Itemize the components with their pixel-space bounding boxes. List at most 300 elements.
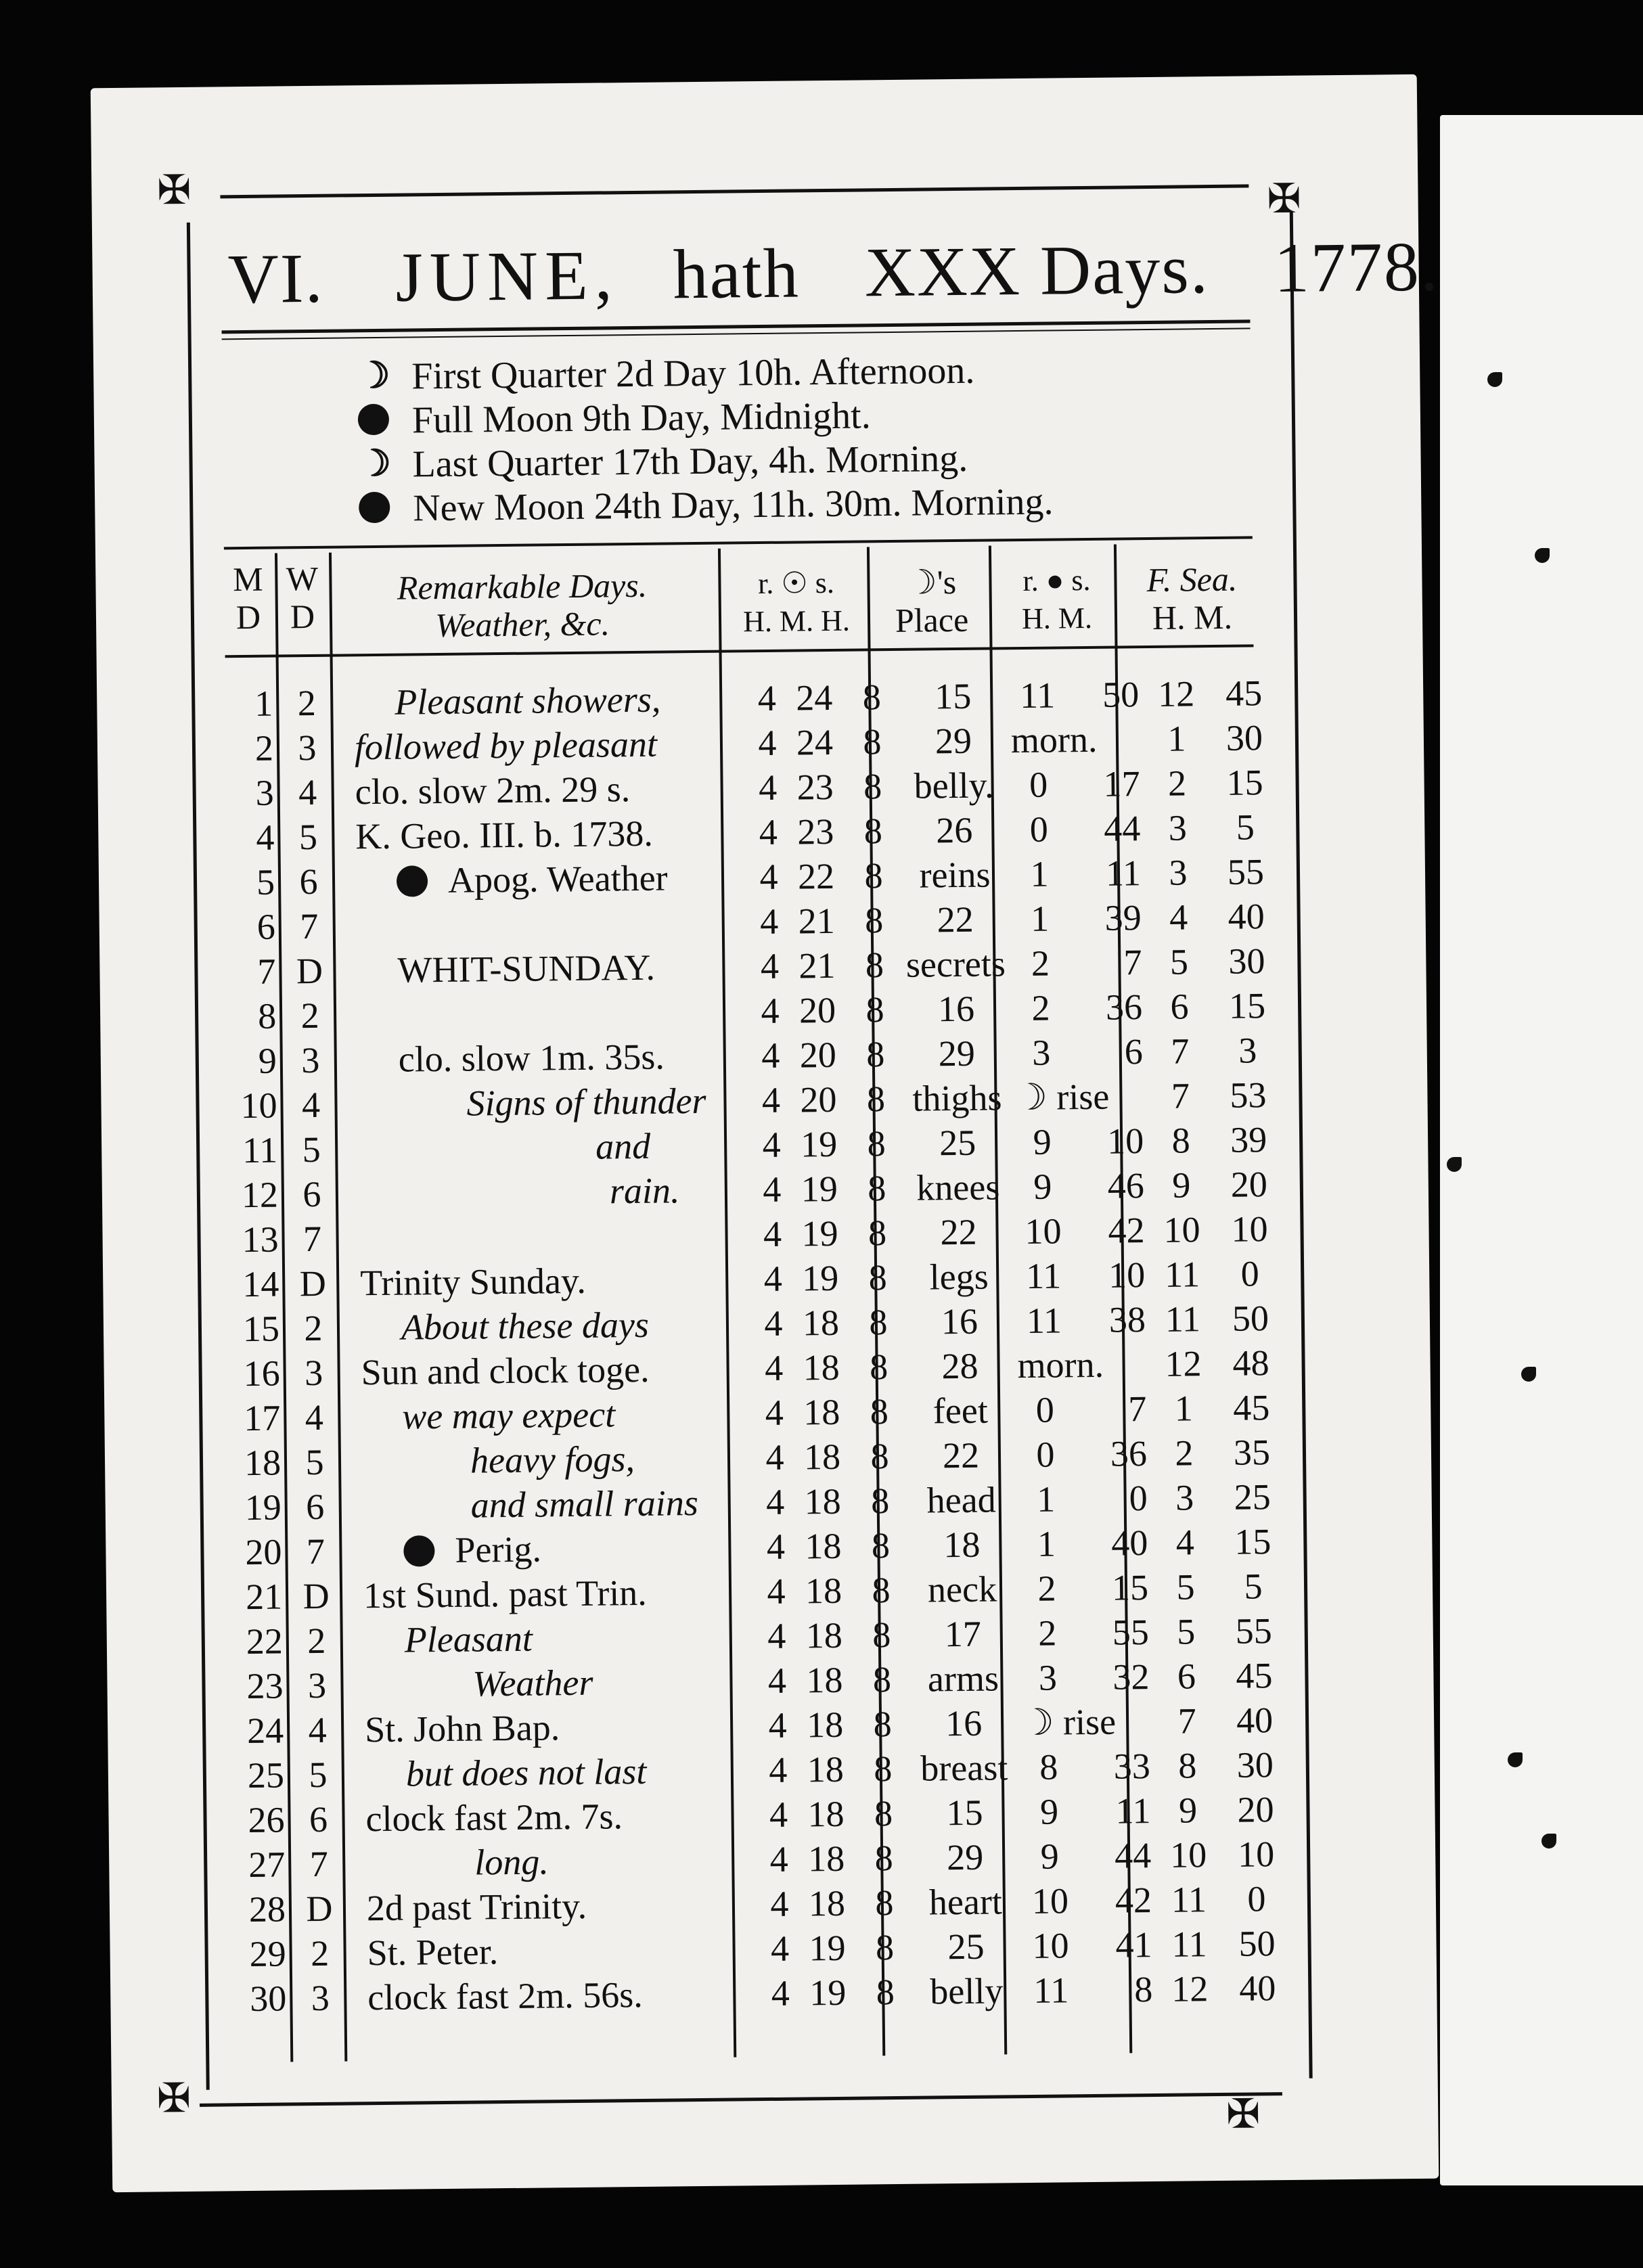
sea-minute: 0 — [1247, 1878, 1266, 1920]
moon-place: 28 — [941, 1345, 978, 1387]
sunrise-hour: 4 — [771, 1972, 790, 2014]
remarkable-days: but does not last — [405, 1750, 647, 1794]
sunrise-hour: 4 — [759, 856, 778, 898]
day-of-week: 3 — [301, 1039, 320, 1081]
day-of-week: 6 — [299, 861, 318, 903]
sea-minute: 0 — [1240, 1253, 1260, 1294]
sunrise-minute: 19 — [809, 1927, 846, 1969]
sunset-hour: 8 — [868, 1257, 888, 1298]
day-of-month: 27 — [248, 1844, 286, 1886]
sea-minute: 50 — [1238, 1923, 1276, 1964]
moon-minute: 8 — [1133, 1969, 1153, 2010]
sea-minute: 5 — [1244, 1566, 1263, 1607]
remarkable-days — [359, 1212, 746, 1260]
sea-hour: 9 — [1172, 1164, 1191, 1206]
moon-hour: morn. — [1017, 1344, 1104, 1386]
moon-place: 16 — [945, 1702, 983, 1744]
moon-hour: 1 — [1030, 853, 1049, 894]
sunrise-minute: 18 — [803, 1346, 840, 1388]
day-of-week: 2 — [310, 1932, 330, 1974]
sea-hour: 4 — [1175, 1522, 1195, 1563]
sea-minute: 25 — [1234, 1476, 1271, 1518]
remarkable-days: clock fast 2m. 7s. — [365, 1796, 623, 1840]
day-of-month: 18 — [244, 1442, 282, 1484]
sunset-hour: 8 — [873, 1704, 892, 1745]
sunset-hour: 8 — [863, 721, 882, 763]
sea-hour: 6 — [1177, 1656, 1196, 1697]
day-of-week: 7 — [309, 1843, 329, 1885]
moon-minute: 55 — [1112, 1612, 1150, 1653]
sea-minute: 55 — [1235, 1610, 1273, 1652]
day-of-month: 14 — [242, 1263, 279, 1305]
ink-mark — [1508, 1752, 1523, 1767]
sea-hour: 5 — [1176, 1611, 1196, 1652]
moon-place: 18 — [943, 1524, 981, 1566]
title-hath: hath — [673, 234, 801, 314]
remarkable-days: clo. slow 2m. 29 s. — [355, 769, 631, 813]
sea-hour: 2 — [1167, 763, 1187, 804]
moon-hour: 11 — [1026, 1300, 1062, 1341]
sunset-hour: 8 — [867, 1123, 886, 1164]
sunrise-hour: 4 — [766, 1526, 786, 1568]
moon-hour: 0 — [1029, 809, 1049, 850]
day-of-month: 7 — [257, 951, 276, 992]
sea-minute: 5 — [1236, 807, 1255, 848]
sea-minute: 45 — [1236, 1655, 1273, 1696]
moon-place: 15 — [934, 675, 972, 717]
sunrise-minute: 24 — [795, 677, 833, 719]
sea-minute: 55 — [1227, 851, 1265, 892]
sunrise-hour: 4 — [758, 722, 777, 764]
sunset-hour: 8 — [864, 900, 884, 941]
moon-hour: 9 — [1033, 1166, 1052, 1207]
moon-minute: 0 — [1129, 1478, 1148, 1519]
sunrise-hour: 4 — [764, 1347, 784, 1389]
sunset-hour: 8 — [876, 1972, 895, 2013]
sea-hour: 11 — [1164, 1254, 1200, 1295]
phase-last-quarter: ☽ Last Quarter 17th Day, 4h. Morning. — [358, 437, 968, 486]
moon-hour: 1 — [1037, 1523, 1056, 1564]
moon-hour: 1 — [1036, 1478, 1056, 1520]
sea-minute: 30 — [1228, 940, 1265, 982]
day-of-week: 5 — [305, 1441, 324, 1483]
sunrise-minute: 21 — [798, 945, 836, 986]
remarkable-days: clo. slow 1m. 35s. — [398, 1036, 665, 1080]
sunset-hour: 8 — [863, 811, 883, 852]
new-moon-icon — [359, 492, 390, 523]
sunrise-hour: 4 — [767, 1570, 786, 1612]
month-name: JUNE, — [395, 236, 620, 317]
corner-ornament-top-right: ✠ — [1267, 176, 1302, 222]
remarkable-days: heavy fogs, — [470, 1438, 635, 1481]
day-of-week: 7 — [299, 905, 319, 947]
sunset-hour: 8 — [869, 1302, 888, 1343]
sunset-hour: 8 — [874, 1793, 893, 1834]
sea-minute: 30 — [1225, 717, 1263, 758]
sea-hour: 11 — [1171, 1924, 1207, 1965]
day-of-month: 3 — [255, 772, 275, 813]
frame-top-rule — [220, 184, 1248, 198]
day-of-month: 11 — [242, 1129, 278, 1171]
sunset-hour: 8 — [872, 1659, 892, 1700]
day-of-week: 2 — [307, 1620, 326, 1662]
moon-hour: 9 — [1039, 1791, 1059, 1832]
moon-minute: 38 — [1108, 1299, 1146, 1340]
sea-hour: 9 — [1178, 1790, 1198, 1831]
moon-minute: 42 — [1108, 1210, 1145, 1251]
sea-hour: 7 — [1177, 1700, 1196, 1742]
sea-minute: 39 — [1230, 1119, 1267, 1160]
moon-minute: 7 — [1123, 942, 1142, 983]
moon-minute: 10 — [1106, 1120, 1144, 1162]
moon-place: thighs — [912, 1077, 1002, 1119]
remarkable-days — [357, 989, 744, 1037]
sunrise-minute: 20 — [798, 989, 836, 1031]
header-md: M D — [232, 560, 263, 637]
sunrise-minute: 19 — [801, 1212, 838, 1254]
moon-place: belly. — [914, 765, 994, 807]
sunset-hour: 8 — [872, 1570, 891, 1611]
sea-hour: 7 — [1171, 1075, 1190, 1116]
ink-mark — [1541, 1834, 1556, 1849]
sunrise-minute: 18 — [807, 1793, 845, 1835]
header-moon: r. ● s. H. M. — [1021, 563, 1093, 635]
ink-mark — [1487, 372, 1502, 387]
sunset-hour: 8 — [870, 1480, 890, 1522]
moon-minute: 50 — [1102, 674, 1140, 715]
moon-hour: 2 — [1031, 943, 1050, 984]
day-of-week: 5 — [309, 1754, 328, 1796]
sunrise-minute: 20 — [800, 1079, 837, 1120]
day-of-week: 3 — [304, 1352, 323, 1394]
sunrise-hour: 4 — [764, 1302, 783, 1344]
sunrise-minute: 24 — [796, 721, 834, 763]
sea-minute: 53 — [1230, 1074, 1267, 1116]
moon-hour: 8 — [1039, 1746, 1058, 1788]
moon-hour: 11 — [1025, 1255, 1062, 1296]
moon-place: 22 — [940, 1211, 977, 1253]
sea-minute: 40 — [1238, 1968, 1276, 2009]
day-of-month: 24 — [246, 1710, 284, 1752]
sunrise-hour: 4 — [770, 1928, 790, 1969]
day-of-week: 7 — [306, 1530, 325, 1572]
day-of-month: 19 — [244, 1487, 282, 1528]
day-of-week: D — [302, 1575, 330, 1617]
day-of-month: 22 — [246, 1620, 284, 1662]
moon-place: knees — [916, 1166, 1000, 1208]
sunrise-minute: 22 — [797, 855, 835, 897]
sea-minute: 15 — [1234, 1521, 1271, 1562]
sunset-hour: 8 — [872, 1614, 891, 1656]
sea-hour: 3 — [1175, 1477, 1194, 1518]
day-of-month: 1 — [254, 683, 273, 724]
moon-place: 17 — [944, 1613, 982, 1655]
sea-minute: 10 — [1237, 1834, 1275, 1875]
day-of-month: 30 — [250, 1978, 287, 2020]
moon-place: feet — [932, 1390, 989, 1432]
sunrise-hour: 4 — [760, 945, 780, 987]
sunrise-hour: 4 — [765, 1436, 784, 1478]
month-numeral: VI. — [227, 239, 325, 319]
moon-hour: 9 — [1040, 1836, 1060, 1877]
moon-minute: 46 — [1107, 1165, 1145, 1206]
sunset-hour: 8 — [868, 1212, 887, 1254]
day-of-month: 23 — [246, 1665, 284, 1707]
remarkable-days: 1st Sund. past Trin. — [363, 1572, 648, 1616]
sunrise-minute: 18 — [808, 1882, 846, 1924]
sunrise-hour: 4 — [763, 1258, 783, 1300]
moon-minute: 33 — [1113, 1746, 1151, 1787]
moon-hour: 0 — [1035, 1389, 1055, 1430]
sea-hour: 4 — [1169, 897, 1188, 938]
moon-hour: 2 — [1031, 987, 1050, 1028]
sea-minute: 35 — [1233, 1432, 1271, 1473]
day-of-week: 5 — [298, 816, 318, 858]
day-of-week: 2 — [304, 1307, 323, 1349]
moon-minute: 11 — [1105, 853, 1142, 894]
remarkable-days: Weather — [472, 1662, 593, 1704]
sunrise-hour: 4 — [770, 1883, 789, 1924]
moon-place: 25 — [939, 1122, 976, 1164]
day-of-month: 25 — [247, 1754, 285, 1796]
moon-minute: 11 — [1115, 1790, 1151, 1832]
sunset-hour: 8 — [874, 1748, 893, 1790]
sea-hour: 5 — [1169, 941, 1189, 982]
day-of-month: 13 — [242, 1219, 279, 1261]
sea-hour: 3 — [1168, 807, 1188, 848]
sunset-hour: 8 — [869, 1346, 888, 1388]
remarkable-days: St. Peter. — [367, 1931, 499, 1974]
day-of-month: 26 — [248, 1799, 285, 1841]
sunset-hour: 8 — [866, 1079, 886, 1120]
day-of-month: 10 — [240, 1085, 277, 1127]
sunrise-hour: 4 — [767, 1660, 787, 1701]
moon-minute — [1068, 1074, 1144, 1118]
sea-hour: 2 — [1175, 1432, 1194, 1474]
moon-hour: 11 — [1033, 1970, 1069, 2011]
sunrise-minute: 20 — [799, 1034, 837, 1076]
moon-place: 29 — [938, 1033, 976, 1074]
moon-hour: 9 — [1033, 1121, 1052, 1162]
day-of-week: 3 — [311, 1977, 330, 2019]
moon-minute — [1071, 1342, 1146, 1386]
header-remarkable: Remarkable Days. Weather, &c. — [397, 566, 648, 645]
corner-ornament-bottom-right: ✠ — [1225, 2091, 1261, 2137]
remarkable-days: Trinity Sunday. — [359, 1260, 587, 1304]
sunset-hour: 8 — [863, 766, 882, 807]
day-of-month: 15 — [242, 1308, 280, 1350]
moon-hour: 3 — [1038, 1657, 1058, 1698]
day-of-week: 4 — [305, 1397, 324, 1438]
moon-hour: 10 — [1025, 1210, 1062, 1252]
moon-place: reins — [919, 854, 991, 896]
remarkable-days: Apog. Weather — [356, 855, 783, 903]
sunrise-minute: 21 — [798, 900, 836, 942]
day-of-month: 5 — [256, 861, 275, 903]
moon-minute: 41 — [1115, 1924, 1152, 1966]
ink-mark — [1521, 1367, 1536, 1382]
moon-minute: 17 — [1103, 763, 1140, 804]
sea-hour: 5 — [1176, 1566, 1195, 1608]
sunrise-hour: 4 — [759, 811, 778, 853]
moon-minute: 40 — [1111, 1522, 1148, 1564]
ink-mark — [1535, 548, 1550, 563]
moon-hour: 0 — [1036, 1434, 1055, 1475]
day-of-week: 3 — [298, 727, 317, 769]
sunrise-minute: 18 — [803, 1391, 840, 1433]
moon-minute: 36 — [1105, 986, 1143, 1028]
sunrise-hour: 4 — [761, 1035, 780, 1076]
moon-place: arms — [927, 1658, 999, 1700]
sea-minute: 40 — [1228, 896, 1265, 937]
sunrise-minute: 19 — [801, 1257, 839, 1299]
almanac-page — [91, 74, 1439, 2192]
day-of-week: 6 — [309, 1798, 328, 1840]
moon-place: 16 — [941, 1300, 978, 1342]
remarkable-days: K. Geo. III. b. 1738. — [355, 813, 654, 857]
sunrise-hour: 4 — [761, 1079, 781, 1121]
remarkable-days: About these days — [401, 1304, 650, 1348]
sunrise-minute: 18 — [805, 1614, 843, 1656]
moon-minute — [1065, 717, 1140, 761]
moon-place: head — [926, 1479, 996, 1521]
sunrise-hour: 4 — [767, 1615, 786, 1656]
corner-ornament-top-left: ✠ — [156, 167, 192, 213]
sunrise-hour: 4 — [765, 1392, 784, 1434]
moon-place: 29 — [935, 720, 972, 762]
moon-minute: 42 — [1115, 1880, 1152, 1921]
sunset-hour: 8 — [865, 1034, 885, 1075]
moon-place: 22 — [942, 1434, 980, 1476]
moon-minute — [1075, 1700, 1150, 1744]
sunrise-minute: 23 — [796, 766, 834, 808]
full-moon-icon — [358, 404, 389, 435]
header-place: ☽'s Place — [895, 562, 969, 639]
remarkable-days: rain. — [609, 1170, 680, 1212]
moon-minute: 10 — [1108, 1254, 1146, 1296]
sea-hour: 12 — [1157, 673, 1195, 715]
sunrise-minute: 19 — [809, 1972, 847, 2014]
sunrise-hour: 4 — [759, 901, 779, 943]
day-of-week: 6 — [302, 1173, 321, 1215]
sunset-hour: 8 — [868, 1168, 886, 1209]
remarkable-days: Sun and clock toge. — [361, 1348, 650, 1393]
phase-full-moon: Full Moon 9th Day, Midnight. — [412, 390, 1360, 442]
sunset-hour: 8 — [862, 677, 882, 718]
sunrise-minute: 18 — [802, 1302, 840, 1344]
remarkable-days: clock fast 2m. 56s. — [367, 1974, 644, 2018]
moon-place: 22 — [937, 899, 974, 940]
sunrise-minute: 18 — [805, 1570, 842, 1612]
sea-minute: 30 — [1236, 1744, 1274, 1786]
sunset-hour: 8 — [874, 1838, 894, 1879]
sea-minute: 20 — [1230, 1164, 1268, 1205]
remarkable-days: long. — [474, 1841, 549, 1883]
day-of-week: D — [306, 1888, 333, 1930]
sea-minute: 10 — [1231, 1208, 1268, 1250]
sunrise-hour: 4 — [762, 1124, 781, 1166]
moon-hour: 3 — [1031, 1032, 1051, 1073]
sunrise-minute: 18 — [806, 1704, 844, 1746]
remarkable-days: Perig. — [363, 1525, 790, 1573]
sea-hour: 11 — [1171, 1879, 1207, 1920]
moon-minute: 32 — [1112, 1656, 1150, 1698]
moon-dot-icon — [397, 865, 428, 897]
remarkable-days — [356, 900, 742, 947]
quarter-moon-icon: ☽ — [358, 443, 392, 484]
moon-place: neck — [927, 1568, 997, 1610]
day-of-week: 2 — [300, 995, 319, 1037]
moon-hour: 11 — [1019, 675, 1056, 717]
sea-hour: 8 — [1171, 1120, 1190, 1161]
moon-place: breast — [920, 1747, 1008, 1789]
moon-dot-icon — [403, 1535, 434, 1566]
moon-place: 15 — [946, 1792, 983, 1834]
phase-first-quarter: ☽ First Quarter 2d Day 10h. Afternoon. — [357, 349, 975, 398]
sea-hour: 12 — [1171, 1968, 1209, 2010]
ink-mark — [1447, 1157, 1462, 1172]
day-of-week: 4 — [298, 771, 317, 813]
sea-minute: 48 — [1232, 1342, 1269, 1384]
moon-hour: 0 — [1029, 764, 1048, 805]
sunrise-hour: 4 — [763, 1213, 782, 1255]
day-of-week: 6 — [305, 1486, 325, 1528]
sunrise-minute: 19 — [801, 1168, 838, 1210]
remarkable-days: Pleasant — [404, 1618, 533, 1660]
moon-place: 29 — [946, 1836, 984, 1878]
remarkable-days: Signs of thunder — [466, 1080, 706, 1124]
remarkable-days: Pleasant showers, — [394, 679, 661, 723]
moon-place: heart — [928, 1881, 1003, 1923]
moon-hour: 2 — [1037, 1568, 1056, 1609]
sea-minute: 40 — [1236, 1700, 1274, 1741]
day-of-month: 16 — [243, 1353, 280, 1394]
day-of-week: 4 — [301, 1084, 321, 1126]
phase-new-moon: New Moon 24th Day, 11h. 30m. Morning. — [413, 478, 1361, 530]
adjacent-page-strip — [1440, 115, 1643, 2185]
sunrise-minute: 18 — [804, 1480, 842, 1522]
moon-minute: 6 — [1124, 1031, 1144, 1072]
sunset-hour: 8 — [875, 1882, 894, 1924]
day-of-month: 28 — [248, 1888, 286, 1930]
sea-minute: 15 — [1228, 985, 1266, 1026]
moon-place: secrets — [905, 943, 1006, 985]
moon-minute: 7 — [1127, 1388, 1147, 1430]
day-of-month: 12 — [241, 1174, 279, 1216]
day-of-week: 5 — [302, 1129, 321, 1171]
moon-hour: 10 — [1031, 1880, 1069, 1922]
remarkable-days: we may expect — [402, 1394, 616, 1437]
moon-minute: 44 — [1114, 1835, 1152, 1876]
moon-hour: morn. — [1010, 719, 1098, 761]
remarkable-days: St. John Bap. — [364, 1707, 560, 1750]
title-year: 1778. — [1274, 227, 1440, 308]
sunrise-minute: 18 — [803, 1436, 841, 1478]
sea-hour: 6 — [1170, 986, 1189, 1027]
remarkable-days: followed by pleasant — [354, 723, 658, 768]
sunset-hour: 8 — [865, 945, 884, 986]
sunrise-minute: 18 — [806, 1659, 843, 1701]
day-of-month: 20 — [245, 1531, 282, 1573]
calendar-table — [22, 671, 1390, 2045]
day-of-month: 9 — [258, 1040, 277, 1081]
sunrise-hour: 4 — [769, 1838, 789, 1880]
sea-minute: 50 — [1232, 1298, 1269, 1339]
moon-place: 16 — [937, 988, 975, 1030]
day-of-week: 4 — [308, 1709, 328, 1751]
header-sun: r. ☉ s. H. M. H. — [742, 566, 851, 639]
day-of-month: 4 — [256, 817, 275, 858]
